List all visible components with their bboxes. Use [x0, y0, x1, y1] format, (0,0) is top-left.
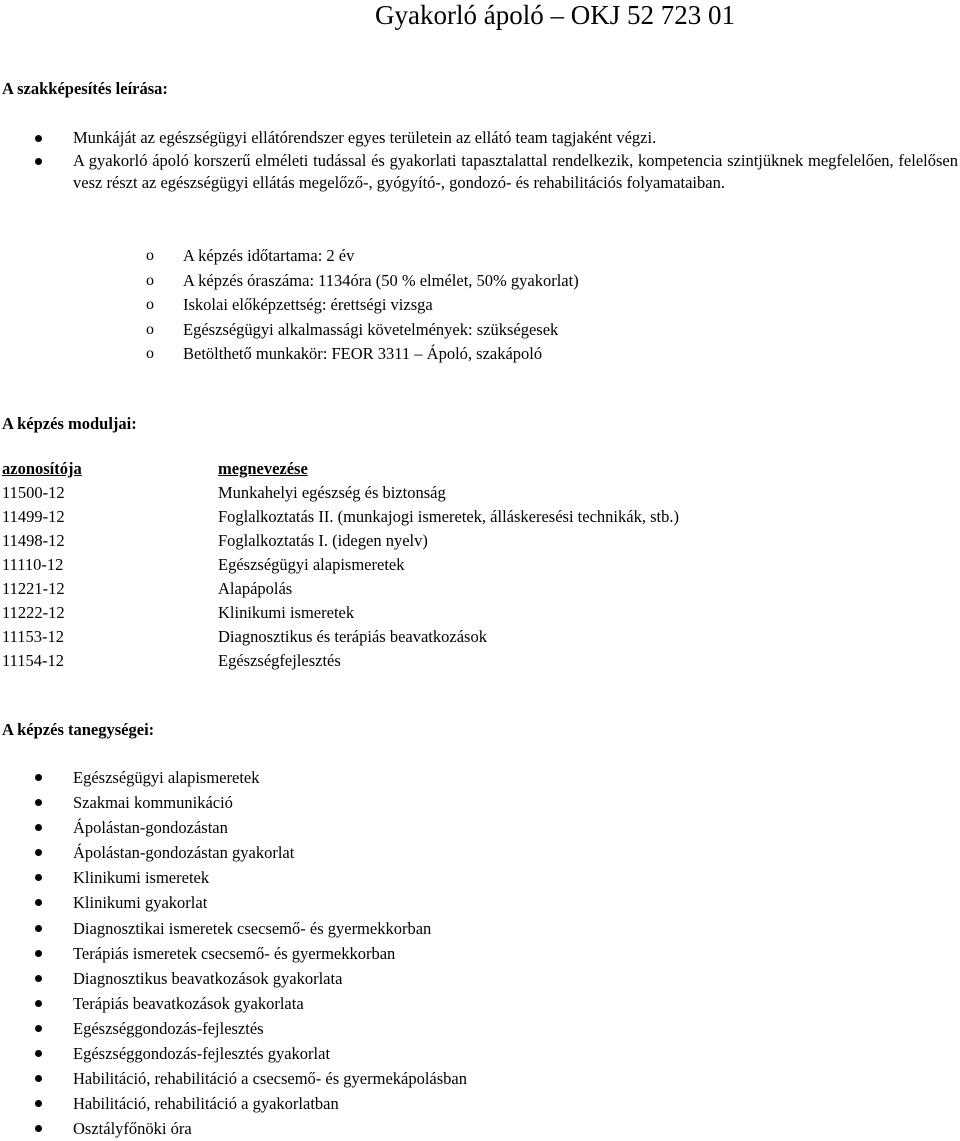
bullet-dot: [35, 925, 42, 932]
module-name: Munkahelyi egészség és biztonság: [218, 483, 446, 502]
circle-marker: o: [146, 320, 154, 338]
bullet-dot: [35, 774, 42, 781]
module-id: 11498-12: [2, 531, 65, 550]
unit-text: Habilitáció, rehabilitáció a csecsemő- és gyermekápolásban: [73, 1069, 468, 1089]
detail-item: [0, 342, 579, 367]
list-item: [0, 1091, 467, 1116]
description-heading: A szakképesítés leírása:: [2, 79, 168, 98]
unit-text: Habilitáció, rehabilitáció a gyakorlatban: [73, 1094, 339, 1114]
module-id: 11222-12: [2, 603, 65, 622]
table-row: [2, 577, 679, 601]
list-item: [0, 1116, 467, 1141]
module-name: Egészségfejlesztés: [218, 651, 341, 670]
module-name: Klinikumi ismeretek: [218, 603, 355, 622]
bullet-dot: [35, 824, 42, 831]
detail-text: Betölthető munkakör: FEOR 3311 – Ápoló, szakápoló: [183, 344, 543, 363]
list-item: [0, 790, 467, 815]
unit-text: Klinikumi ismeretek: [73, 868, 210, 888]
bullet-dot: [35, 849, 42, 856]
list-item: [0, 815, 467, 840]
list-item: [0, 991, 467, 1016]
unit-text: Diagnosztikus beavatkozások gyakorlata: [73, 968, 343, 988]
module-name: Egészségügyi alapismeretek: [218, 555, 405, 574]
bullet-dot: [35, 1100, 42, 1107]
table-row: [2, 553, 679, 577]
module-name: Foglalkoztatás II. (munkajogi ismeretek, álláskeresési technikák, stb.): [218, 507, 679, 526]
list-item: [0, 1016, 467, 1041]
bullet-dot: [35, 799, 42, 806]
table-row: [2, 601, 679, 625]
units-list: [0, 765, 467, 1141]
table-row: [2, 529, 679, 553]
unit-text: Egészségügyi alapismeretek: [73, 768, 260, 787]
bullet-dot: [35, 899, 42, 906]
document-title: Gyakorló ápoló – OKJ 52 723 01: [375, 0, 735, 30]
detail-text: Iskolai előképzettség: érettségi vizsga: [183, 295, 433, 314]
unit-text: Klinikumi gyakorlat: [73, 893, 208, 913]
description-item: [0, 150, 958, 195]
list-item: [0, 890, 467, 915]
circle-marker: o: [146, 271, 154, 289]
bullet-dot: [35, 874, 42, 881]
table-header-row: [2, 457, 679, 481]
module-id: 11154-12: [2, 651, 65, 670]
circle-marker: o: [146, 345, 154, 362]
modules-heading: A képzés moduljai:: [2, 414, 137, 433]
unit-text: Ápolástan-gondozástan gyakorlat: [73, 843, 295, 863]
list-item: [0, 865, 467, 890]
module-name: Alapápolás: [218, 579, 293, 598]
description-text: Munkáját az egészségügyi ellátórendszer egyes területein az ellátó team tagjaként végzi.: [73, 128, 657, 147]
detail-text: Egészségügyi alkalmassági követelmények: szükségesek: [183, 319, 559, 339]
circle-marker: o: [146, 247, 154, 264]
unit-text: Ápolástan-gondozástan: [73, 818, 228, 838]
description-item: [0, 127, 958, 150]
list-item: [0, 916, 467, 941]
description-list: [0, 127, 958, 195]
detail-item: [0, 244, 579, 269]
bullet-dot: [35, 1125, 42, 1132]
unit-text: Terápiás beavatkozások gyakorlata: [73, 993, 304, 1013]
detail-text: A képzés óraszáma: 1134óra (50 % elmélet, 50% gyakorlat): [183, 270, 579, 290]
list-item: [0, 765, 467, 790]
bullet-dot: [35, 1000, 42, 1007]
unit-text: Egészséggondozás-fejlesztés: [73, 1018, 264, 1038]
bullet-dot: [35, 135, 42, 142]
module-id: 11500-12: [2, 483, 65, 502]
list-item: [0, 1066, 467, 1091]
list-item: [0, 1041, 467, 1066]
module-id: 11110-12: [2, 555, 64, 574]
table-row: [2, 505, 679, 529]
details-list: [0, 244, 579, 367]
unit-text: Terápiás ismeretek csecsemő- és gyermekkorban: [73, 943, 396, 963]
table-row: [2, 649, 679, 673]
column-header-id: azonosítója: [2, 459, 82, 478]
bullet-dot: [35, 1050, 42, 1057]
description-text: A gyakorló ápoló korszerű elméleti tudással és gyakorlati tapasztalattal rendelkezik, kompetencia szintjüknek megfelelően, felelősen vesz részt az egészségügyi ellátás megelőző-, gyógyító-, gondozó- és rehabilitációs folyamataiban.: [73, 150, 958, 192]
units-heading: A képzés tanegységei:: [2, 720, 155, 739]
module-name: Foglalkoztatás I. (idegen nyelv): [218, 531, 428, 550]
bullet-dot: [35, 975, 42, 982]
bullet-dot: [35, 1025, 42, 1032]
list-item: [0, 966, 467, 991]
unit-text: Szakmai kommunikáció: [73, 793, 233, 813]
detail-item: [0, 269, 579, 294]
list-item: [0, 840, 467, 865]
modules-table: [2, 457, 679, 673]
bullet-dot: [35, 1075, 42, 1082]
detail-item: [0, 318, 579, 343]
table-row: [2, 625, 679, 649]
unit-text: Diagnosztikai ismeretek csecsemő- és gyermekkorban: [73, 918, 432, 938]
bullet-dot: [35, 158, 42, 165]
column-header-name: megnevezése: [218, 459, 308, 478]
module-name: Diagnosztikus és terápiás beavatkozások: [218, 627, 487, 646]
unit-text: Osztályfőnöki óra: [73, 1119, 192, 1139]
bullet-dot: [35, 950, 42, 957]
detail-item: [0, 293, 579, 318]
circle-marker: o: [146, 296, 154, 313]
module-id: 11499-12: [2, 507, 65, 526]
list-item: [0, 941, 467, 966]
module-id: 11153-12: [2, 627, 65, 646]
table-row: [2, 481, 679, 505]
detail-text: A képzés időtartama: 2 év: [183, 246, 355, 265]
unit-text: Egészséggondozás-fejlesztés gyakorlat: [73, 1044, 331, 1064]
module-id: 11221-12: [2, 579, 65, 598]
